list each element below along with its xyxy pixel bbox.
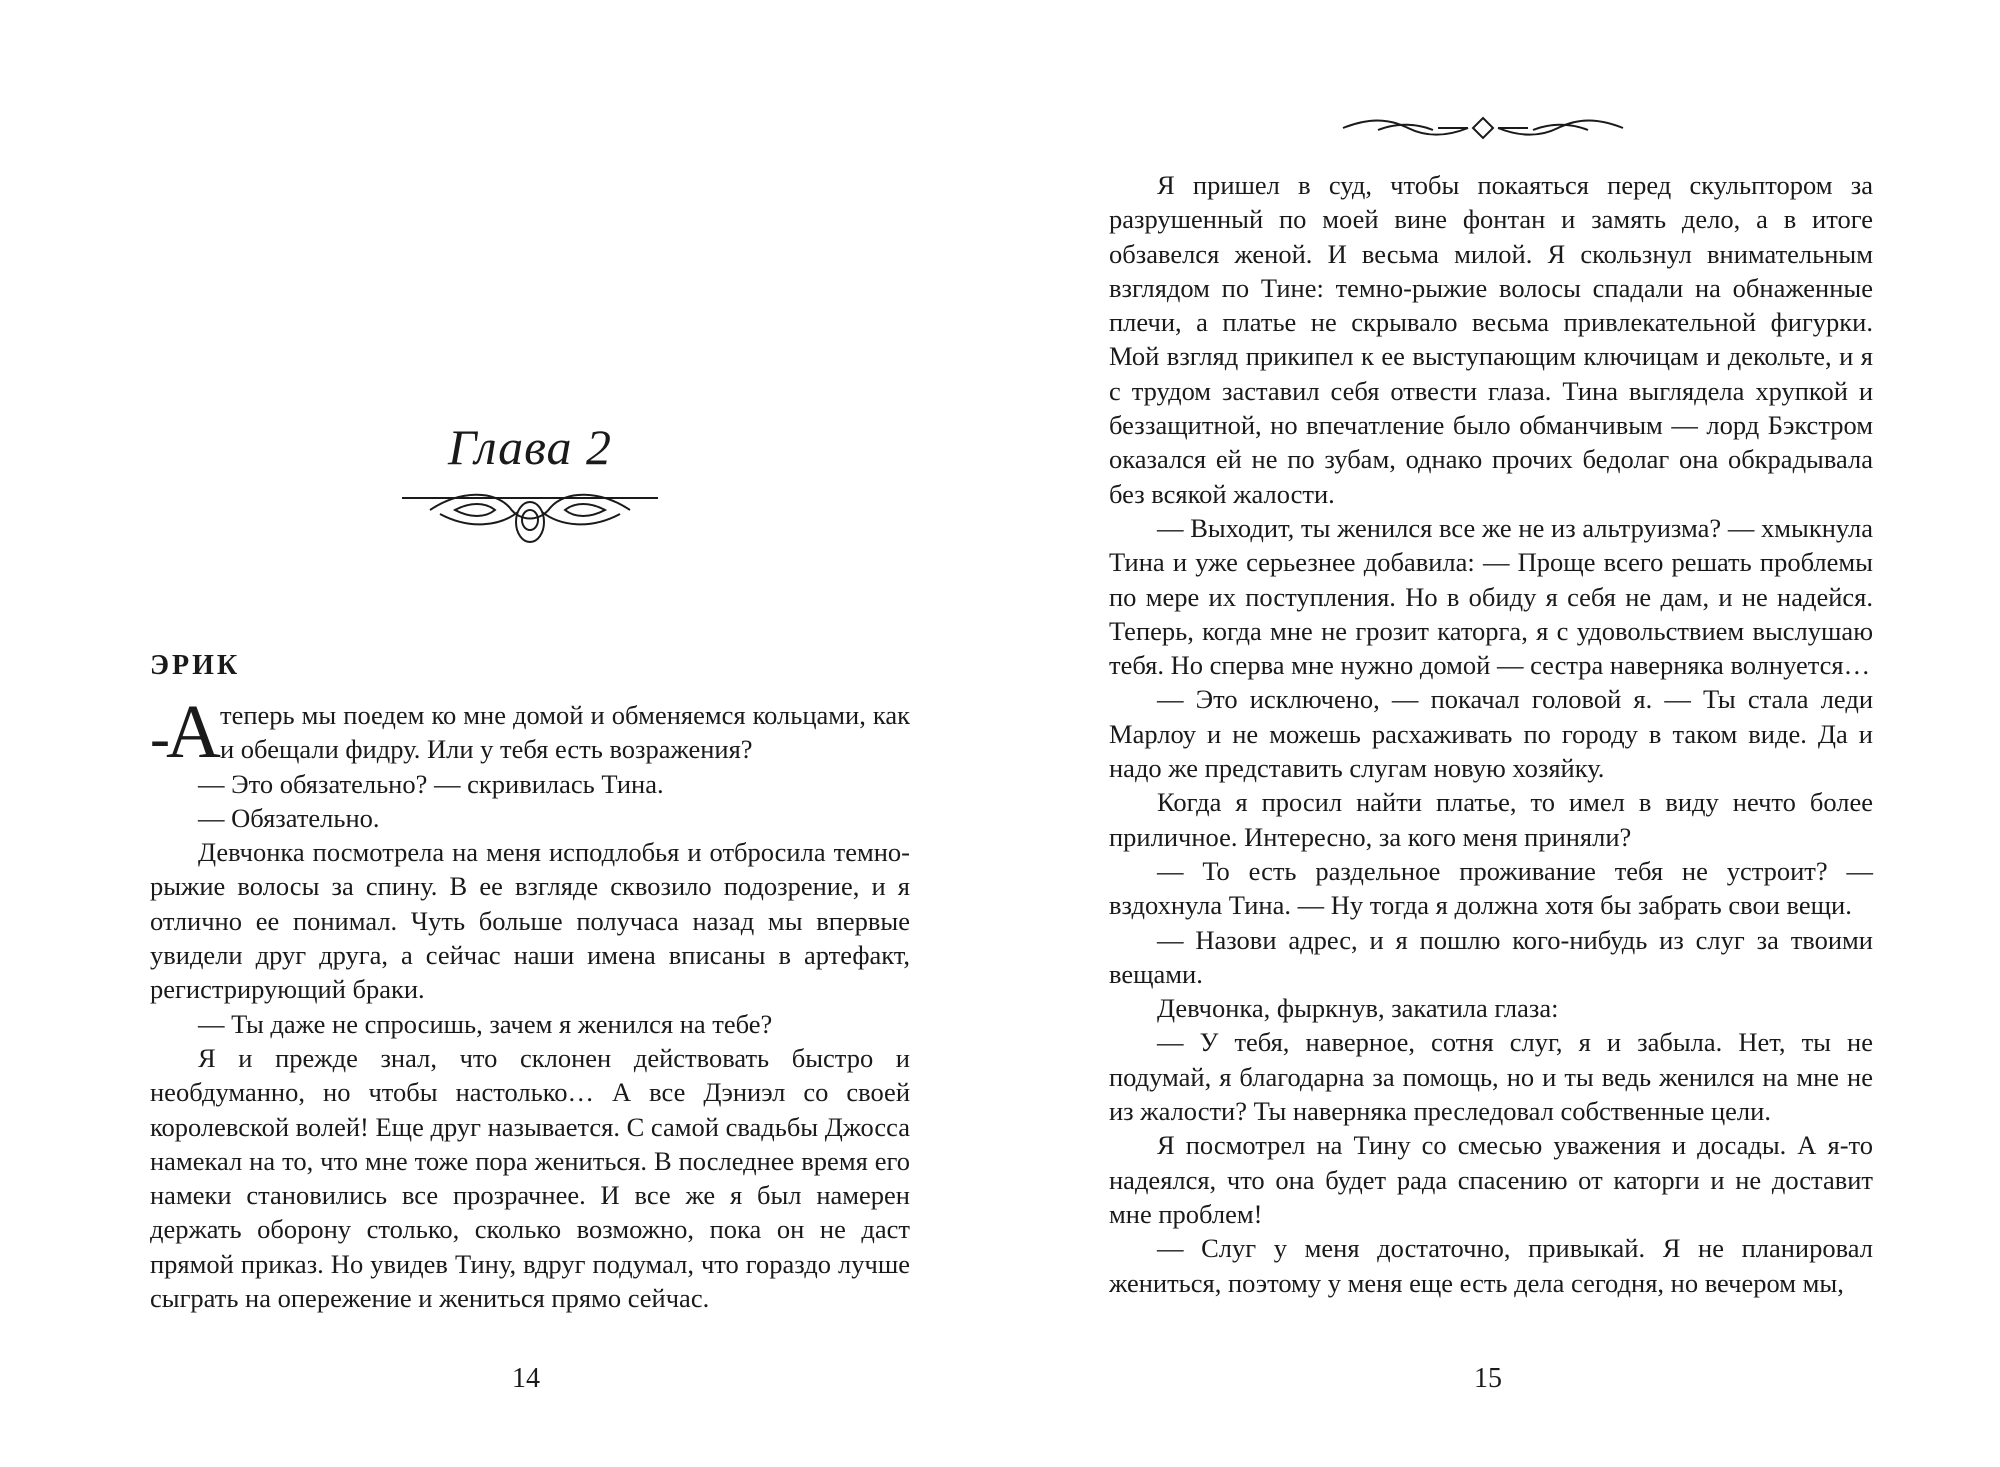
drop-cap-dash: - — [150, 705, 170, 771]
paragraph: — Ты даже не спросишь, зачем я женился на тебе? — [198, 1008, 773, 1039]
right-page — [1000, 0, 2000, 1467]
paragraph: Я и прежде знал, что склонен действовать быстро и необдуманно, но чтобы настолько… А все Дэниэл со своей королевской волей! Еще друг называется. С самой свадьбы Джосса намекал на то, что мне тоже пора жениться. В последнее время его намеки становились все прозрачнее. И все же я был намерен держать оборону столько, сколько возможно, пока он не даст прямой приказ. Но увидев Тину, вдруг подумал, что гораздо лучше сыграть на опережение и жениться прямо сейчас. — [150, 1042, 910, 1314]
paragraph: Я посмотрел на Тину со смесью уважения и досады. А я-то надеялся, что она будет рада спасению от каторги и не доставит мне проблем! — [1109, 1130, 1873, 1229]
page-number-right: 15 — [1474, 1363, 1502, 1394]
paragraph: — Обязательно. — [198, 802, 380, 833]
paragraph: — У тебя, наверное, сотня слуг, я и забыла. Нет, ты не подумай, я благодарна за помощь, но и ты ведь женился на мне не из жалости? Ты наверняка преследовал собственные цели. — [1109, 1027, 1873, 1127]
paragraph: Девчонка посмотрела на меня исподлобья и отбросила темно-рыжие волосы за спину. В ее взгляде сквозило подозрение, и я отлично ее понимал. Чуть больше получаса назад мы впервые увидели друг друга, а сейчас наши имена вписаны в артефакт, регистрирующий браки. — [150, 837, 910, 1005]
paragraph: Когда я просил найти платье, то имел в виду нечто более приличное. Интересно, за кого меня приняли? — [1109, 787, 1873, 852]
right-page-text — [1109, 168, 1873, 1300]
chapter-flourish-ornament — [400, 480, 660, 560]
opening-paragraph — [150, 690, 910, 774]
paragraph: — Выходит, ты женился все же не из альтруизма? — хмыкнула Тина и уже серьезнее добавила: — Проще всего решать проблемы по мере их поступления. Но в обиду я себя не дам, и не надейся. Теперь, когда мне не грозит каторга, я с удовольствием выслушаю тебя. Но сперва мне нужно домой — сестра наверняка волнуется… — [1109, 512, 1873, 681]
drop-cap-letter: А — [166, 690, 221, 774]
paragraph: — То есть раздельное проживание тебя не устроит? — вздохнула Тина. — Ну тогда я должна хотя бы забрать свои вещи. — [1109, 855, 1873, 921]
paragraph: Я пришел в суд, чтобы покаяться перед скульптором за разрушенный по моей вине фонтан и замять дело, а в итоге обзавелся женой. И весьма милой. Я скользнул внимательным взглядом по Тине: темно-рыжие волосы спадали на обнаженные плечи, а платье не скрывало весьма привлекательной фигурки. Мой взгляд прикипел к ее выступающим ключицам и декольте, и я с трудом заставил себя отвести глаза. Тина выглядела хрупкой и беззащитной, но впечатление было обманчивым — лорд Бэкстром оказался ей не по зубам, однако прочих бедолаг она обкрадывала без всякой жалости. — [1109, 170, 1873, 509]
paragraph: — Это исключено, — покачал головой я. — Ты стала леди Марлоу и не можешь расхаживать по городу в таком виде. Да и надо же представить слугам новую хозяйку. — [1109, 684, 1873, 784]
paragraph: — Назови адрес, и я пошлю кого-нибудь из слуг за твоими вещами. — [1109, 924, 1873, 989]
page-number-left: 14 — [512, 1363, 540, 1394]
paragraph: — Слуг у меня достаточно, привыкай. Я не планировал жениться, поэтому у меня еще есть дела сегодня, но вечером мы, — [1109, 1233, 1873, 1298]
pov-character-name: ЭРИК — [150, 650, 241, 681]
header-flourish-ornament — [1338, 108, 1628, 148]
chapter-title: Глава 2 — [447, 419, 613, 475]
paragraph: Девчонка, фыркнув, закатила глаза: — [1157, 993, 1559, 1024]
paragraph: — Это обязательно? — скривилась Тина. — [198, 768, 664, 799]
left-page-text — [150, 690, 910, 1315]
opening-paragraph-text: теперь мы поедем ко мне домой и обменяемся кольцами, как и обещали фидру. Или у тебя есть возражения? — [220, 700, 910, 765]
